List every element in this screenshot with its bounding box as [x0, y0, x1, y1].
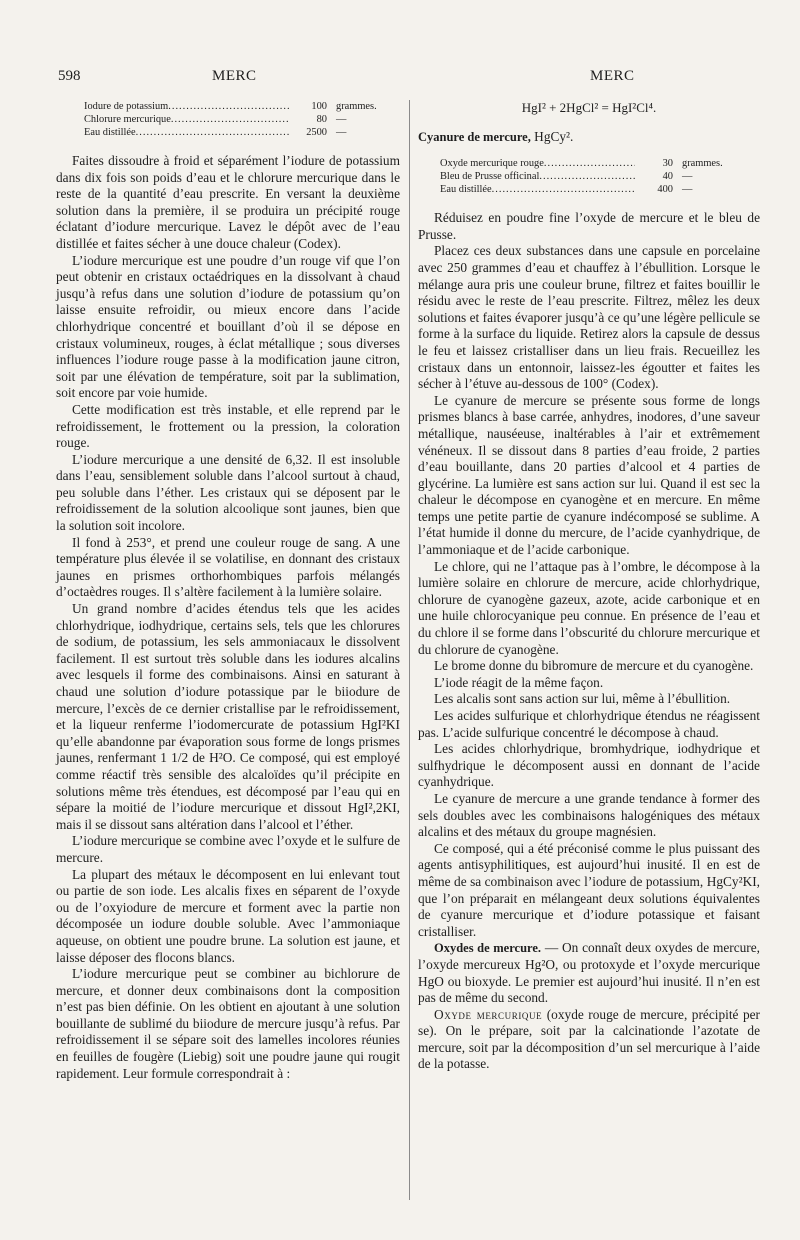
paragraph: L’iode réagit de la même façon.: [434, 674, 604, 690]
recipe-ingredient: Eau distillée: [84, 127, 136, 138]
recipe-quantity: 2500: [306, 127, 327, 138]
paragraph: L’iodure mercurique est une poudre d’un rouge vif que l’on peut obtenir en cristaux octaédriques en la dissolvant à chaud jusqu’à refus dans une solution d’iodure de potassium qu’on laisse ensuite refroidir, ou mieux encore dans l’acide chlorhydrique concentré et bouillant d’où il se dépose en cristaux volumineux, rouges, à éclat métallique ; sous diverses influences l’iodure rouge passe à la modification jaune citron, soit par une élévation de température, soit par la sublimation, soit encore par voie humide.: [56, 252, 400, 401]
paragraph: Les alcalis sont sans action sur lui, même à l’ébullition.: [434, 691, 731, 707]
paragraph: Il fond à 253°, et prend une couleur rouge de sang. A une température plus élevée il se volatilise, en donnant des cristaux jaunes en prismes orthorhombiques parfois mélangés d’octaèdres rouges. Il s’altère facilement à la lumière solaire.: [56, 534, 400, 600]
paragraph: Le brome donne du bibromure de mercure et du cyanogène.: [434, 658, 754, 674]
paragraph: Le cyanure de mercure a une grande tendance à former des sels doubles avec les combinaisons halogéniques des métaux alcalins et des métaux du groupe magnésien.: [418, 790, 760, 840]
recipe-ingredient: Chlorure mercurique: [84, 114, 171, 125]
column-divider: [409, 100, 410, 1200]
page-number: 598: [58, 68, 81, 84]
running-head-left: MERC: [212, 68, 257, 84]
page-header: [0, 68, 800, 90]
leader-dots: [544, 157, 635, 170]
paragraph: L’iodure mercurique a une densité de 6,32. Il est insoluble dans l’eau, sensiblement soluble dans l’alcool surtout à chaud, peu soluble dans l’éther. Les cristaux qui se déposent par le refroidissement de la solution alcoolique sont jaunes, bien que la solution soit incolore.: [56, 451, 400, 534]
recipe-row: [440, 170, 746, 183]
formula-line: HgI² + 2HgCl² = HgI²Cl⁴.: [521, 100, 657, 115]
section-heading: Oxydes de mercure.: [434, 941, 542, 956]
recipe-row: [84, 100, 400, 113]
leader-dots: [136, 126, 289, 139]
recipe-row: [440, 157, 746, 170]
recipe-unit: —: [336, 127, 347, 138]
oxyde-mercurique-paragraph: [418, 1007, 760, 1073]
paragraph: L’iodure mercurique se combine avec l’oxyde et le sulfure de mercure.: [56, 833, 400, 865]
paragraph: Un grand nombre d’acides étendus tels que les acides chlorhydrique, iodhydrique, certains sels, tels que les chlorures de sodium, de potassium, les sels ammoniacaux le dissolvent facilement. Il est surtout très soluble dans les iodures alcalins avec lesquels il forme des combinaisons. Ainsi en saturant à chaud une solution d’iodure potassique par le biiodure de mercure, l’excès de ce dernier cristallise par le refroidissement, et la liqueur renferme l’iodomercurate de potassium HgI²KI qu’elle abandonne par évaporation sous forme de longs prismes jaunes, renfermant 1 1/2 de H²O. Ce composé, qui est employé comme réactif très sensible des alcaloïdes qu’il précipite en solutions même très étendues, est décomposé par l’eau qui en sépare la moitié de l’iodure mercurique et dissout HgI²,2KI, mais il se dissout sans altération dans l’alcool et l’éther.: [56, 601, 400, 832]
paragraph: Le chlore, qui ne l’attaque pas à l’ombre, le décompose à la lumière solaire en chlorure de mercure, acide chlorhydrique, chlorure de cyanogène gazeux, azote, acide carbonique et en une huile chlorocyanique peu connue. En présence de l’eau et du chlore il se forme dans l’obscurité du chlorure mercurique et du chlorure de cyanogène.: [418, 558, 760, 657]
cyanure-recipe: [440, 157, 746, 196]
recipe-row: [440, 183, 746, 196]
recipe-quantity: 40: [662, 171, 673, 183]
recipe-unit: —: [336, 114, 347, 125]
recipe-ingredient: Oxyde mercurique rouge: [440, 158, 544, 170]
paragraph: Le cyanure de mercure se présente sous forme de longs prismes blancs à base carrée, anhydres, inodores, d’une saveur métallique, nauséeuse, inaltérables à l’air et extrêmement vénéneux. Il se dissout dans 8 parties d’eau froide, 2 parties d’eau bouillante, dans 20 parties d’alcool et 4 parties de glycérine. La lumière est sans action sur lui. Quand il est sec la chaleur le décompose en cyanogène et en mercure. En même temps une petite partie de cyanure indécomposé se sublime. A l’état humide il donne du mercure, de l’acide cyanhydrique, de l’ammoniaque et de l’acide carbonique.: [418, 392, 760, 558]
recipe-quantity: 100: [311, 101, 327, 112]
section-heading: Cyanure de mercure,: [418, 129, 531, 144]
paragraph: Placez ces deux substances dans une capsule en porcelaine avec 250 grammes d’eau et chauffez à l’ébullition. Lorsque le mélange aura pris une couleur brune, filtrez et faites bouillir le résidu avec le reste de l’eau prescrite. Filtrez, mêlez les deux solutions et faites évaporer jusqu’à ce qu’une légère pellicule se forme à la surface du liquide. Retirez alors la capsule de dessus le feu et laissez cristalliser dans un lieu frais. Recueillez les cristaux dans un entonnoir, laissez-les égoutter et faites les sécher à l’étuve au-dessous de 100° (Codex).: [418, 243, 760, 392]
recipe-unit: grammes.: [336, 101, 377, 112]
recipe-row: [84, 113, 400, 126]
paragraph: La plupart des métaux le décomposent en lui enlevant tout ou partie de son iode. Les alcalis fixes en séparent de l’oxyde ou de l’oxyiodure de mercure et forment avec la partie non décomposée un iodure double soluble. Avec l’ammoniaque aqueuse, on obtient une poudre brune. La solution est jaune, et laisse déposer des flocons blancs.: [56, 866, 400, 965]
leader-dots: [539, 170, 635, 183]
recipe-quantity: 400: [657, 184, 673, 196]
left-column: [56, 100, 400, 1082]
recipe-quantity: 80: [316, 114, 327, 125]
recipe-unit: grammes.: [682, 158, 723, 170]
oxydes-paragraph: [418, 940, 760, 1006]
paragraph: Faites dissoudre à froid et séparément l’iodure de potassium dans dix fois son poids d’eau et le chlorure mercurique dans le reste de la quantité d’eau prescrite. En versant la deuxième solution dans la première, il se produira un précipité rouge éclatant d’iodure mercurique. Lavez le dépôt avec de l’eau distillée et faites sécher à une douce chaleur (Codex).: [56, 153, 400, 251]
term-smallcaps: Oxyde mercurique: [434, 1006, 543, 1022]
paragraph: Réduisez en poudre fine l’oxyde de mercure et le bleu de Prusse.: [418, 210, 760, 242]
paragraph: L’iodure mercurique peut se combiner au bichlorure de mercure, et donner deux combinaisons dont la composition n’est pas bien définie. On les obtient en ajoutant à une solution bouillante de sublimé du biiodure de mercure jusqu’à refus. Par refroidissement il se sépare soit des lamelles incolores réunies en feuilles de fougère (Liebig) soit une poudre jaune qui rougit rapidement. Leur formule correspondrait à :: [56, 966, 400, 1081]
recipe-ingredient: Eau distillée: [440, 184, 492, 196]
recipe-row: [84, 126, 400, 139]
right-column: [418, 100, 760, 1073]
recipe-ingredient: Iodure de potassium: [84, 101, 169, 112]
leader-dots: [492, 183, 635, 196]
recipe-unit: —: [682, 171, 693, 183]
paragraph: Ce composé, qui a été préconisé comme le plus puissant des agents antisyphilitiques, est aujourd’hui inusité. Il en est de même de sa combinaison avec l’iodure de potassium, HgCy²KI, que l’on préparait en mélangeant deux solutions équivalentes de cyanure mercurique et d’iodure potassique et faisant cristalliser.: [418, 840, 760, 939]
running-head-right: MERC: [590, 68, 635, 84]
recipe-ingredient: Bleu de Prusse officinal: [440, 171, 540, 183]
section-formula: HgCy².: [530, 128, 574, 144]
leader-dots: [171, 113, 289, 126]
recipe-quantity: 30: [662, 158, 673, 170]
paragraph: Cette modification est très instable, et elle reprend par le refroidissement, le frottement ou la pression, la coloration rouge.: [56, 401, 400, 451]
paragraph: Les acides chlorhydrique, bromhydrique, iodhydrique et sulfhydrique le décomposent aussi en donnant de l’acide cyanhydrique.: [418, 741, 760, 790]
cyanure-heading-line: [418, 129, 760, 146]
iodure-recipe: [84, 100, 400, 139]
leader-dots: [168, 100, 289, 113]
paragraph: Les acides sulfurique et chlorhydrique étendus ne réagissent pas. L’acide sulfurique concentré le décompose à chaud.: [418, 708, 760, 740]
recipe-unit: —: [682, 184, 693, 196]
paragraph-text: (oxyde rouge de mercure, précipité per se). On le prépare, soit par la calcinationde l’azotate de mercure, soit par la décomposition d’un sel mercurique à l’aide de la potasse.: [418, 1006, 760, 1072]
paragraph-text: — On connaît deux oxydes de mercure, l’oxyde mercureux Hg²O, ou protoxyde et l’oxyde mercurique HgO ou bioxyde. Le premier est aujourd’hui inusité. Il n’en est pas de même du second.: [418, 940, 760, 1006]
